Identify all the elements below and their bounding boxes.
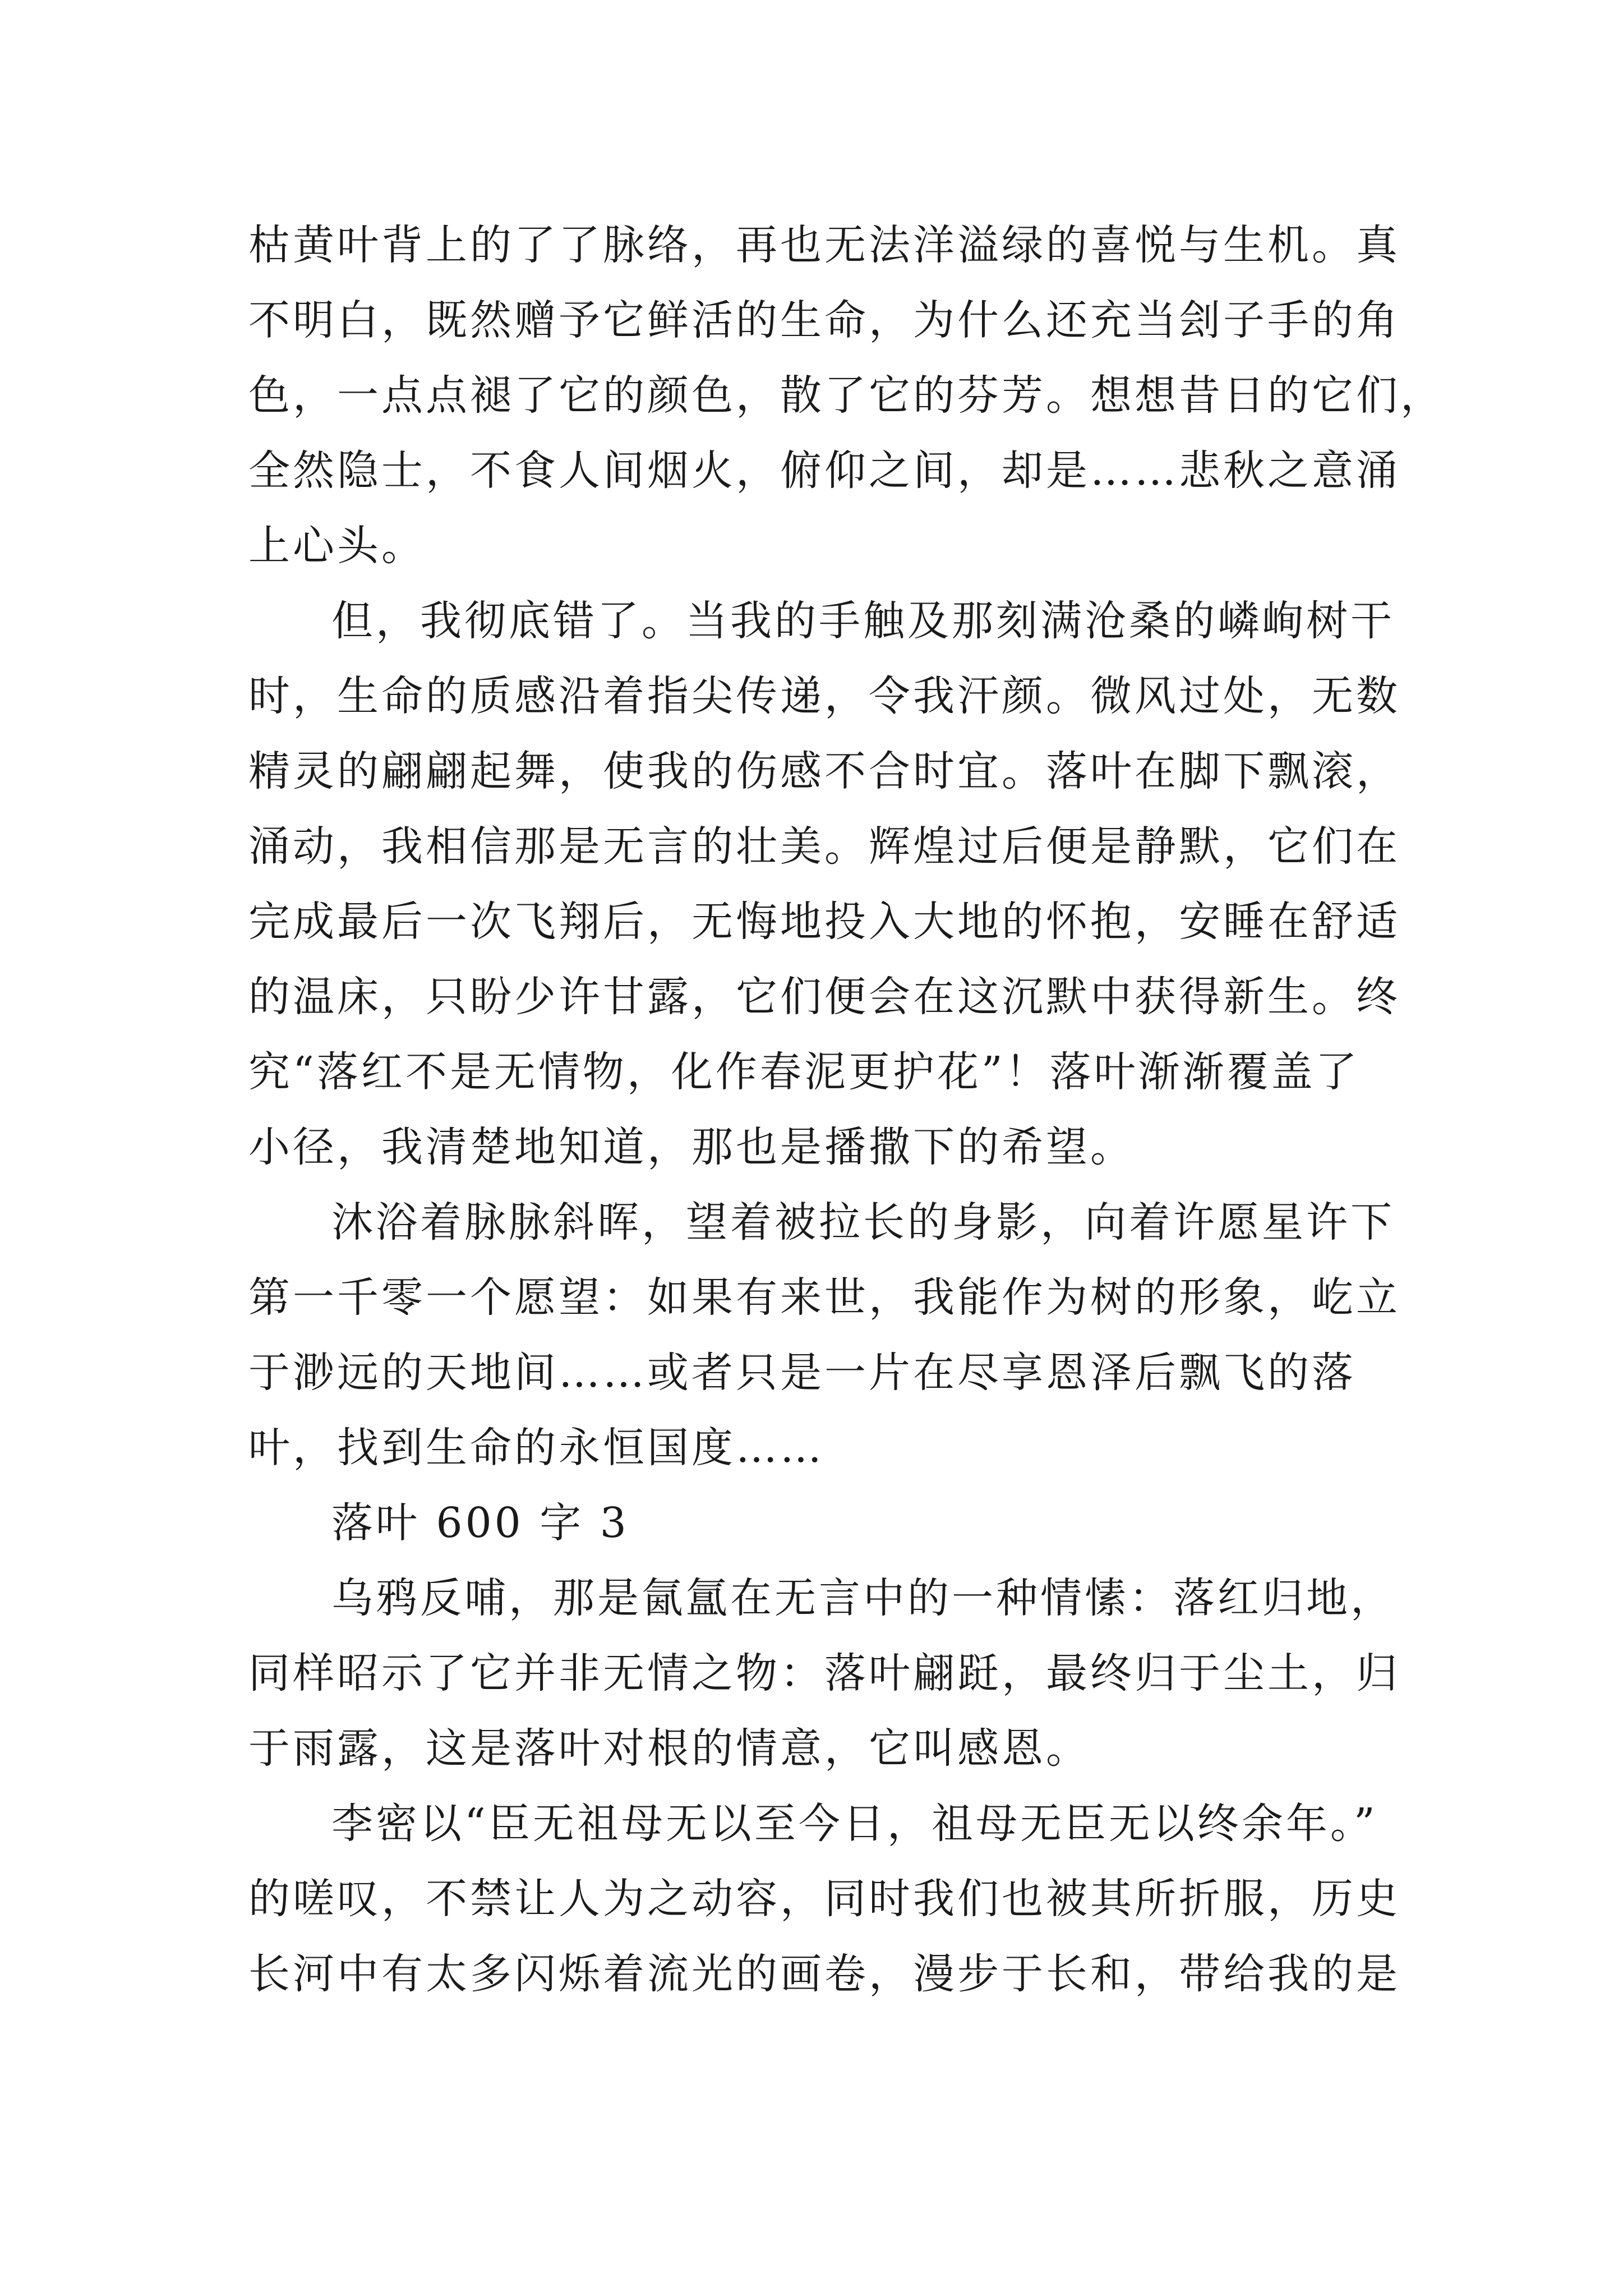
text-line: 涌动，我相信那是无言的壮美。辉煌过后便是静默，它们在 xyxy=(248,822,1400,871)
text-line: 全然隐士，不食人间烟火，俯仰之间，却是……悲秋之意涌 xyxy=(248,447,1400,495)
text-line: 叶，找到生命的永恒国度…… xyxy=(248,1424,824,1472)
text-line: 的温床，只盼少许甘露，它们便会在这沉默中获得新生。终 xyxy=(248,973,1400,1021)
section-heading: 落叶 600 字 3 xyxy=(331,1499,629,1547)
paragraph-start-line: 李密以“臣无祖母无以至今日，祖母无臣无以终余年。” xyxy=(331,1800,1378,1848)
text-line: 时，生命的质感沿着指尖传递，令我汗颜。微风过处，无数 xyxy=(248,672,1400,720)
paragraph-start-line: 但，我彻底错了。当我的手触及那刻满沧桑的嶙峋树干 xyxy=(331,597,1395,645)
text-line: 上心头。 xyxy=(248,522,426,570)
text-line: 于渺远的天地间……或者只是一片在尽享恩泽后飘飞的落 xyxy=(248,1349,1356,1397)
paragraph-start-line: 沐浴着脉脉斜晖，望着被拉长的身影，向着许愿星许下 xyxy=(331,1198,1395,1246)
paragraph-start-line: 乌鸦反哺，那是氤氲在无言中的一种情愫：落红归地， xyxy=(331,1574,1395,1622)
body-text xyxy=(248,208,1445,2012)
text-line: 的嗟叹，不禁让人为之动容，同时我们也被其所折服，历史 xyxy=(248,1875,1400,1923)
text-line: 色，一点点褪了它的颜色，散了它的芬芳。想想昔日的它们， xyxy=(248,371,1445,420)
text-line: 于雨露，这是落叶对根的情意，它叫感恩。 xyxy=(248,1724,1090,1773)
text-line: 完成最后一次飞翔后，无悔地投入大地的怀抱，安睡在舒适 xyxy=(248,898,1400,946)
text-line: 小径，我清楚地知道，那也是播撒下的希望。 xyxy=(248,1123,1135,1171)
text-line: 究“落红不是无情物，化作春泥更护花”！落叶渐渐覆盖了 xyxy=(248,1048,1360,1096)
text-line: 不明白，既然赠予它鲜活的生命，为什么还充当刽子手的角 xyxy=(248,296,1400,344)
text-line: 长河中有太多闪烁着流光的画卷，漫步于长和，带给我的是 xyxy=(248,1950,1400,1998)
text-line: 同样昭示了它并非无情之物：落叶翩跹，最终归于尘土，归 xyxy=(248,1649,1400,1697)
text-line: 第一千零一个愿望：如果有来世，我能作为树的形象，屹立 xyxy=(248,1273,1400,1322)
text-line: 枯黄叶背上的了了脉络，再也无法洋溢绿的喜悦与生机。真 xyxy=(248,221,1400,269)
text-line: 精灵的翩翩起舞，使我的伤感不合时宜。落叶在脚下飘滚， xyxy=(248,747,1400,795)
